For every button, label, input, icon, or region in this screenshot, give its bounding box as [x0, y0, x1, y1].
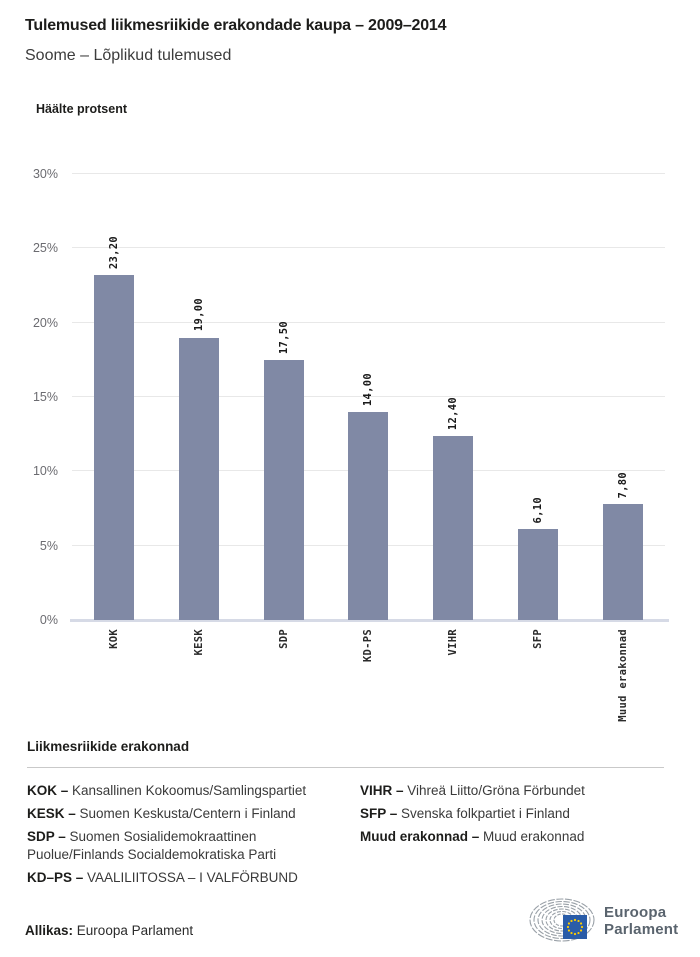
source-value: Euroopa Parlament [76, 923, 194, 938]
ep-logo [528, 896, 678, 946]
ep-hemicycle-flag-icon [528, 896, 596, 946]
legend-heading: Liikmesriikide erakonnad [27, 739, 190, 754]
bar-Muud erakonnad [603, 504, 643, 620]
legend-column [360, 782, 664, 892]
legend-entry-name: Suomen Keskusta/Centern i Finland [75, 806, 296, 821]
x-axis-category-label: VIHR [447, 629, 460, 656]
legend-entry [27, 869, 350, 887]
source-line [25, 923, 193, 938]
ep-logo-text [604, 904, 678, 938]
bar-slot [580, 174, 665, 722]
bar-value-label: 14,00 [362, 372, 375, 406]
legend-entry-name: Vihreä Liitto/Gröna Förbundet [403, 783, 585, 798]
legend-entry [27, 805, 350, 823]
legend-entry [360, 782, 664, 800]
legend-entry [27, 828, 350, 864]
legend-entry-abbr: SDP – [27, 829, 66, 844]
y-axis-tick-label: 0% [39, 613, 58, 627]
legend-column [27, 782, 360, 892]
bar-slot [157, 174, 242, 656]
x-axis-category-label: SDP [277, 629, 290, 649]
bar-KESK [179, 338, 219, 620]
bar-value-label: 17,50 [277, 320, 290, 354]
bar-slot [241, 174, 326, 649]
x-axis-category-label: KESK [193, 629, 206, 656]
legend-entry-name: Kansallinen Kokoomus/Samlingspartiet [68, 783, 307, 798]
legend-entry-name: Muud erakonnad [479, 829, 585, 844]
legend-columns [27, 782, 664, 892]
bar-SDP [264, 360, 304, 620]
legend-entry-name: Svenska folkpartiet i Finland [397, 806, 570, 821]
legend-entry [360, 805, 664, 823]
legend-entry-abbr: SFP – [360, 806, 398, 821]
legend-entry-abbr: Muud erakonnad – [360, 829, 480, 844]
y-axis-tick-label: 25% [32, 241, 58, 256]
legend-entry-abbr: VIHR – [360, 783, 404, 798]
bar-KD-PS [348, 412, 388, 620]
legend-divider [27, 767, 664, 768]
y-axis-tick-label: 15% [32, 390, 58, 404]
bar-value-label: 7,80 [616, 471, 629, 499]
legend-entry-abbr: KOK – [27, 783, 69, 798]
bar-slot [496, 174, 581, 649]
x-axis-category-label: KD-PS [362, 629, 375, 663]
bar-slot [72, 174, 157, 649]
legend-entry-name: VAALILIITOSSA – I VALFÖRBUND [83, 870, 298, 885]
legend-entry [27, 782, 350, 800]
legend-entry-abbr: KD–PS – [27, 870, 84, 885]
bar-KOK [94, 275, 134, 620]
ep-logo-line2: Parlament [604, 921, 679, 938]
y-axis-tick-label: 20% [32, 315, 58, 330]
bar-value-label: 6,10 [531, 496, 544, 524]
legend-entry-abbr: KESK – [27, 806, 76, 821]
legend-entry [360, 828, 664, 846]
ep-logo-line1: Euroopa [604, 904, 667, 921]
page-subtitle: Soome – Lõplikud tulemused [25, 47, 232, 64]
y-axis-tick-label: 30% [32, 167, 58, 181]
y-axis-tick-label: 10% [32, 464, 58, 479]
eu-flag-icon [563, 915, 587, 939]
bar-slot [326, 174, 411, 663]
bar-VIHR [433, 436, 473, 620]
bar-SFP [518, 529, 558, 620]
page-title: Tulemused liikmesriikide erakondade kaupa – 2009–2014 [25, 17, 447, 34]
bar-value-label: 23,20 [108, 235, 121, 270]
bar-slot [411, 174, 496, 656]
x-axis-category-label: KOK [108, 629, 121, 649]
party-legend-section [27, 739, 664, 892]
y-axis-tick-label: 5% [39, 538, 58, 553]
x-axis-category-label: SFP [531, 629, 544, 649]
y-axis-title: Häälte protsent [36, 102, 127, 116]
source-label: Allikas: [25, 923, 74, 938]
legend-entry-name: Suomen Sosialidemokraattinen Puolue/Finlands Socialdemokratiska Parti [27, 829, 277, 862]
bar-chart-plot-area [32, 167, 665, 722]
x-axis-category-label: Muud erakonnad [616, 629, 629, 722]
bar-value-label: 12,40 [447, 396, 460, 430]
bar-value-label: 19,00 [193, 298, 206, 332]
